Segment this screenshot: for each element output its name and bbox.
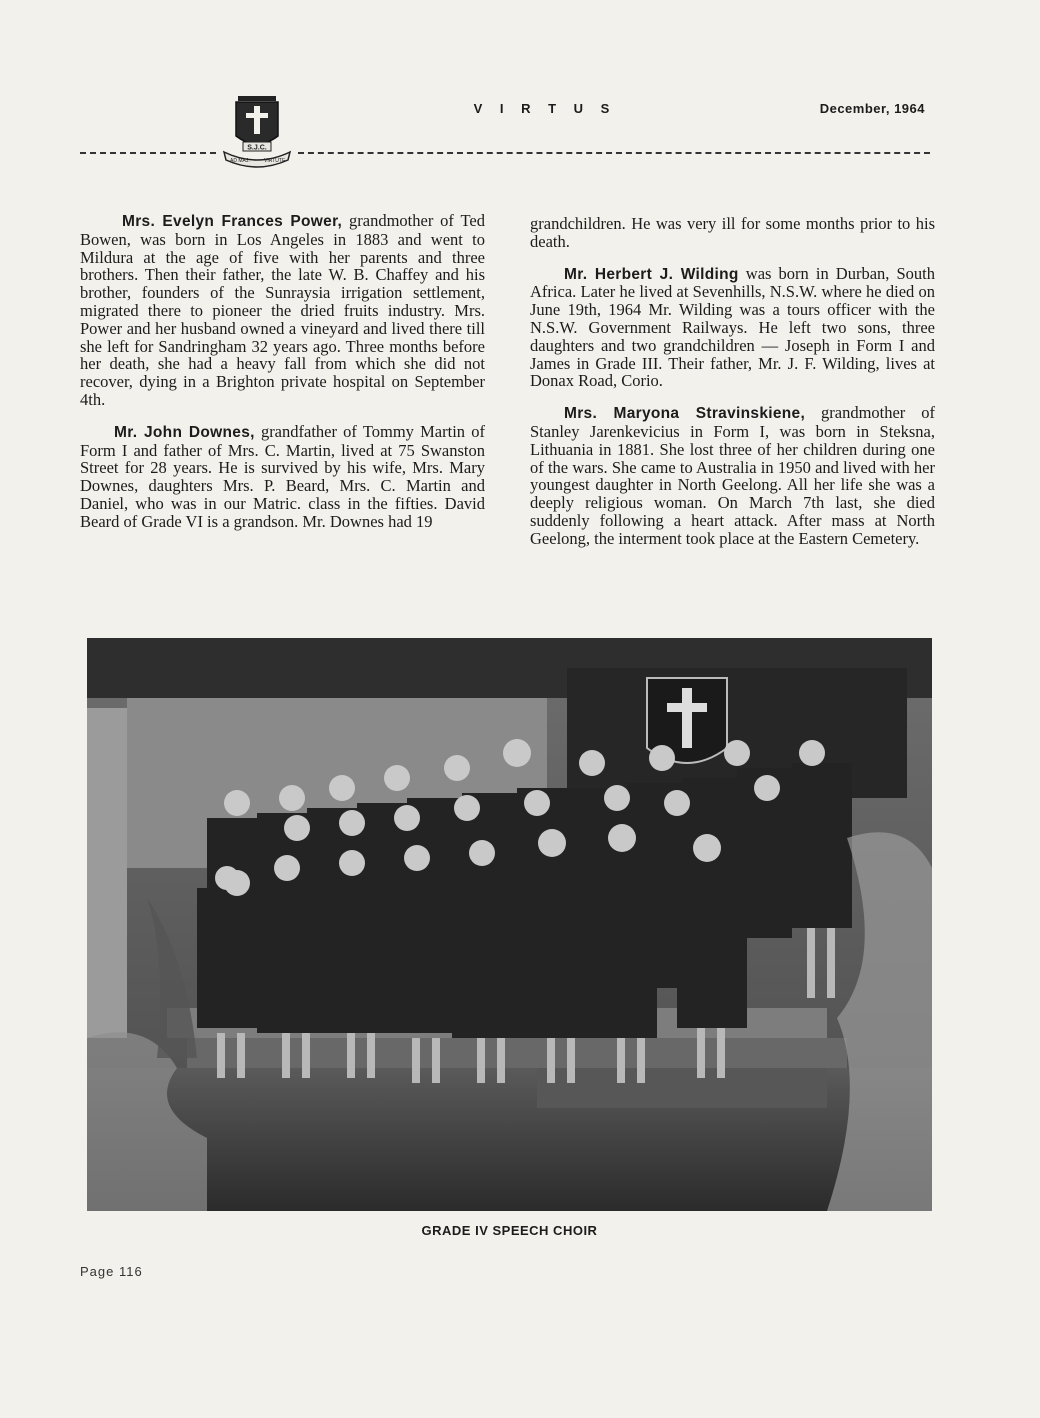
speech-choir-photo — [87, 638, 932, 1211]
magazine-title: V I R T U S — [473, 101, 617, 116]
obituary-downes — [80, 423, 485, 531]
right-column — [530, 215, 935, 562]
obituary-stravinskiene — [530, 404, 935, 547]
obituary-text: grandmother of Ted Bowen, was born in Los Angeles in 1883 and went to Mildura at the age of five with her parents and three brothers. Then their father, the late W. B. Chaffey and his brother, founders of the Sunraysia irrigation settlement, migrated there to pioneer the dried fruits industry. Mrs. Power and her husband owned a vineyard and lived there till she left for Sandringham 32 years ago. Three months before her death, she had a heavy fall from which she did not recover, dying in a Brighton private hospital on September 4th. — [80, 211, 485, 409]
obituary-power — [80, 212, 485, 409]
svg-text:AD MAJ.: AD MAJ. — [230, 158, 250, 164]
photo-caption: GRADE IV SPEECH CHOIR — [421, 1223, 598, 1238]
obituary-text: grandchildren. He was very ill for some months prior to his death. — [530, 214, 935, 251]
svg-text:VIRTUTE: VIRTUTE — [264, 158, 286, 164]
header-rule-right — [298, 152, 930, 154]
obituary-text: grandfather of Tommy Martin of Form I and father of Mrs. C. Martin, lived at 75 Swanston Street for 28 years. He is survived by his wife, Mrs. Mary Downes, daughters Mrs. P. Beard, Mrs. C. Martin and Daniel, who was in our Matric. class in the fifties. David Beard of Grade VI is a grandson. Mr. Downes had 19 — [80, 421, 485, 531]
page-number: Page 116 — [80, 1264, 143, 1279]
svg-text:S.J.C.: S.J.C. — [247, 144, 267, 152]
obituary-text: was born in Durban, South Africa. Later he lived at Sevenhills, N.S.W. where he died on June 19th, 1964 Mr. Wilding was a tours officer with the N.S.W. Government Railways. He left two sons, three daughters and two grandchildren — Joseph in Form I and James in Grade III. Their father, Mr. J. F. Wilding, lives at Donax Road, Corio. — [530, 263, 935, 391]
issue-date: December, 1964 — [819, 101, 925, 116]
obituary-name: Mrs. Maryona Stravinskiene, — [564, 405, 806, 423]
choir-photo-illustration — [87, 638, 932, 1211]
obituary-name: Mr. Herbert J. Wilding — [564, 265, 739, 283]
obituary-text: grandmother of Stanley Jarenkevicius in Form I, was born in Steksna, Lithuania in 1881. She lost three of her children during one of the wars. She came to Australia in 1950 and lived with her youngest daughter in North Geelong. All her life she was a deeply religious woman. On March 7th last, she died suddenly following a heart attack. After mass at North Geelong, the interment took place at the Eastern Cemetery. — [530, 403, 935, 548]
header-rule-left — [80, 152, 216, 154]
obituary-wilding — [530, 265, 935, 391]
obituary-name: Mr. John Downes, — [114, 423, 255, 441]
left-column — [80, 212, 485, 545]
obituary-downes-continued — [530, 215, 935, 251]
obituary-name: Mrs. Evelyn Frances Power, — [122, 213, 343, 230]
school-crest-icon — [218, 92, 296, 172]
